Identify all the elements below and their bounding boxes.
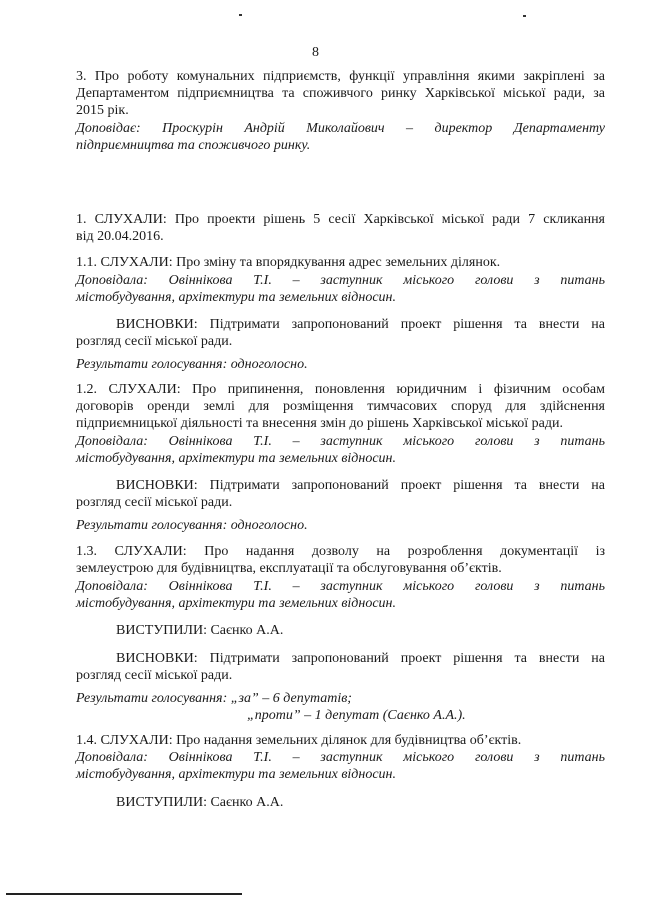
item1-3-line-2: землеустрою для будівництва, експлуатації та обслуговування об’єктів. (76, 561, 502, 576)
item3-line-1: 3. Про роботу комунальних підприємств, функції управління якими закріплені за (76, 69, 605, 84)
item1-1-title: 1.1. СЛУХАЛИ: Про зміну та впорядкування адрес земельних ділянок. (76, 255, 501, 270)
item1-3-vote-line-2: „проти” – 1 депутат (Саєнко А.А.). (247, 708, 466, 723)
item1-1-speaker-line-2: містобудування, архітектури та земельних відносин. (76, 290, 396, 305)
item1-2-conclusion-line-1: ВИСНОВКИ: Підтримати запропонований проект рішення та внести на (116, 478, 605, 493)
item1-4-spoke: ВИСТУПИЛИ: Саєнко А.А. (116, 795, 284, 810)
item1-3-conclusion-line-2: розгляд сесії міської ради. (76, 668, 233, 683)
item3-line-3: 2015 рік. (76, 103, 129, 118)
scan-edge-line (6, 893, 242, 895)
item1-3-speaker-line-1: Доповідала: Овіннікова Т.І. – заступник міського голови з питань (76, 579, 605, 594)
item1-1-conclusion-line-1: ВИСНОВКИ: Підтримати запропонований проект рішення та внести на (116, 317, 605, 332)
item1-2-vote: Результати голосування: одноголосно. (76, 518, 308, 533)
item1-3-conclusion-line-1: ВИСНОВКИ: Підтримати запропонований проект рішення та внести на (116, 651, 605, 666)
item1-3-speaker-line-2: містобудування, архітектури та земельних відносин. (76, 596, 396, 611)
scan-speck (239, 14, 242, 16)
item1-4-speaker-line-1: Доповідала: Овіннікова Т.І. – заступник міського голови з питань (76, 750, 605, 765)
item1-2-line-2: договорів оренди землі для розміщення тимчасових споруд для здійснення (76, 399, 605, 414)
scan-speck (523, 15, 526, 17)
page-number: 8 (312, 45, 319, 60)
item1-2-conclusion-line-2: розгляд сесії міської ради. (76, 495, 233, 510)
item1-1-speaker-line-1: Доповідала: Овіннікова Т.І. – заступник міського голови з питань (76, 273, 605, 288)
item1-2-line-3: підприємницької діяльності та внесення змін до рішень Харківської міської ради. (76, 416, 564, 431)
item1-2-speaker-line-1: Доповідала: Овіннікова Т.І. – заступник міського голови з питань (76, 434, 605, 449)
item1-3-line-1: 1.3. СЛУХАЛИ: Про надання дозволу на розроблення документації із (76, 544, 605, 559)
item1-4-title: 1.4. СЛУХАЛИ: Про надання земельних ділянок для будівництва об’єктів. (76, 733, 522, 748)
item1-4-speaker-line-2: містобудування, архітектури та земельних відносин. (76, 767, 396, 782)
heard1-line-2: від 20.04.2016. (76, 229, 164, 244)
item1-2-line-1: 1.2. СЛУХАЛИ: Про припинення, поновлення юридичним і фізичним особам (76, 382, 605, 397)
item1-3-vote-line-1: Результати голосування: „за” – 6 депутатів; (76, 691, 352, 706)
item3-line-2: Департаментом підприємництва та споживчого ринку Харківської міської ради, за (76, 86, 605, 101)
item1-2-speaker-line-2: містобудування, архітектури та земельних відносин. (76, 451, 396, 466)
heard1-line-1: 1. СЛУХАЛИ: Про проекти рішень 5 сесії Харківської міської ради 7 скликання (76, 212, 605, 227)
item1-3-spoke: ВИСТУПИЛИ: Саєнко А.А. (116, 623, 284, 638)
item1-1-vote: Результати голосування: одноголосно. (76, 357, 308, 372)
item3-speaker-line-2: підприємництва та споживчого ринку. (76, 138, 311, 153)
item1-1-conclusion-line-2: розгляд сесії міської ради. (76, 334, 233, 349)
item3-speaker-line-1: Доповідає: Проскурін Андрій Миколайович – директор Департаменту (76, 121, 605, 136)
